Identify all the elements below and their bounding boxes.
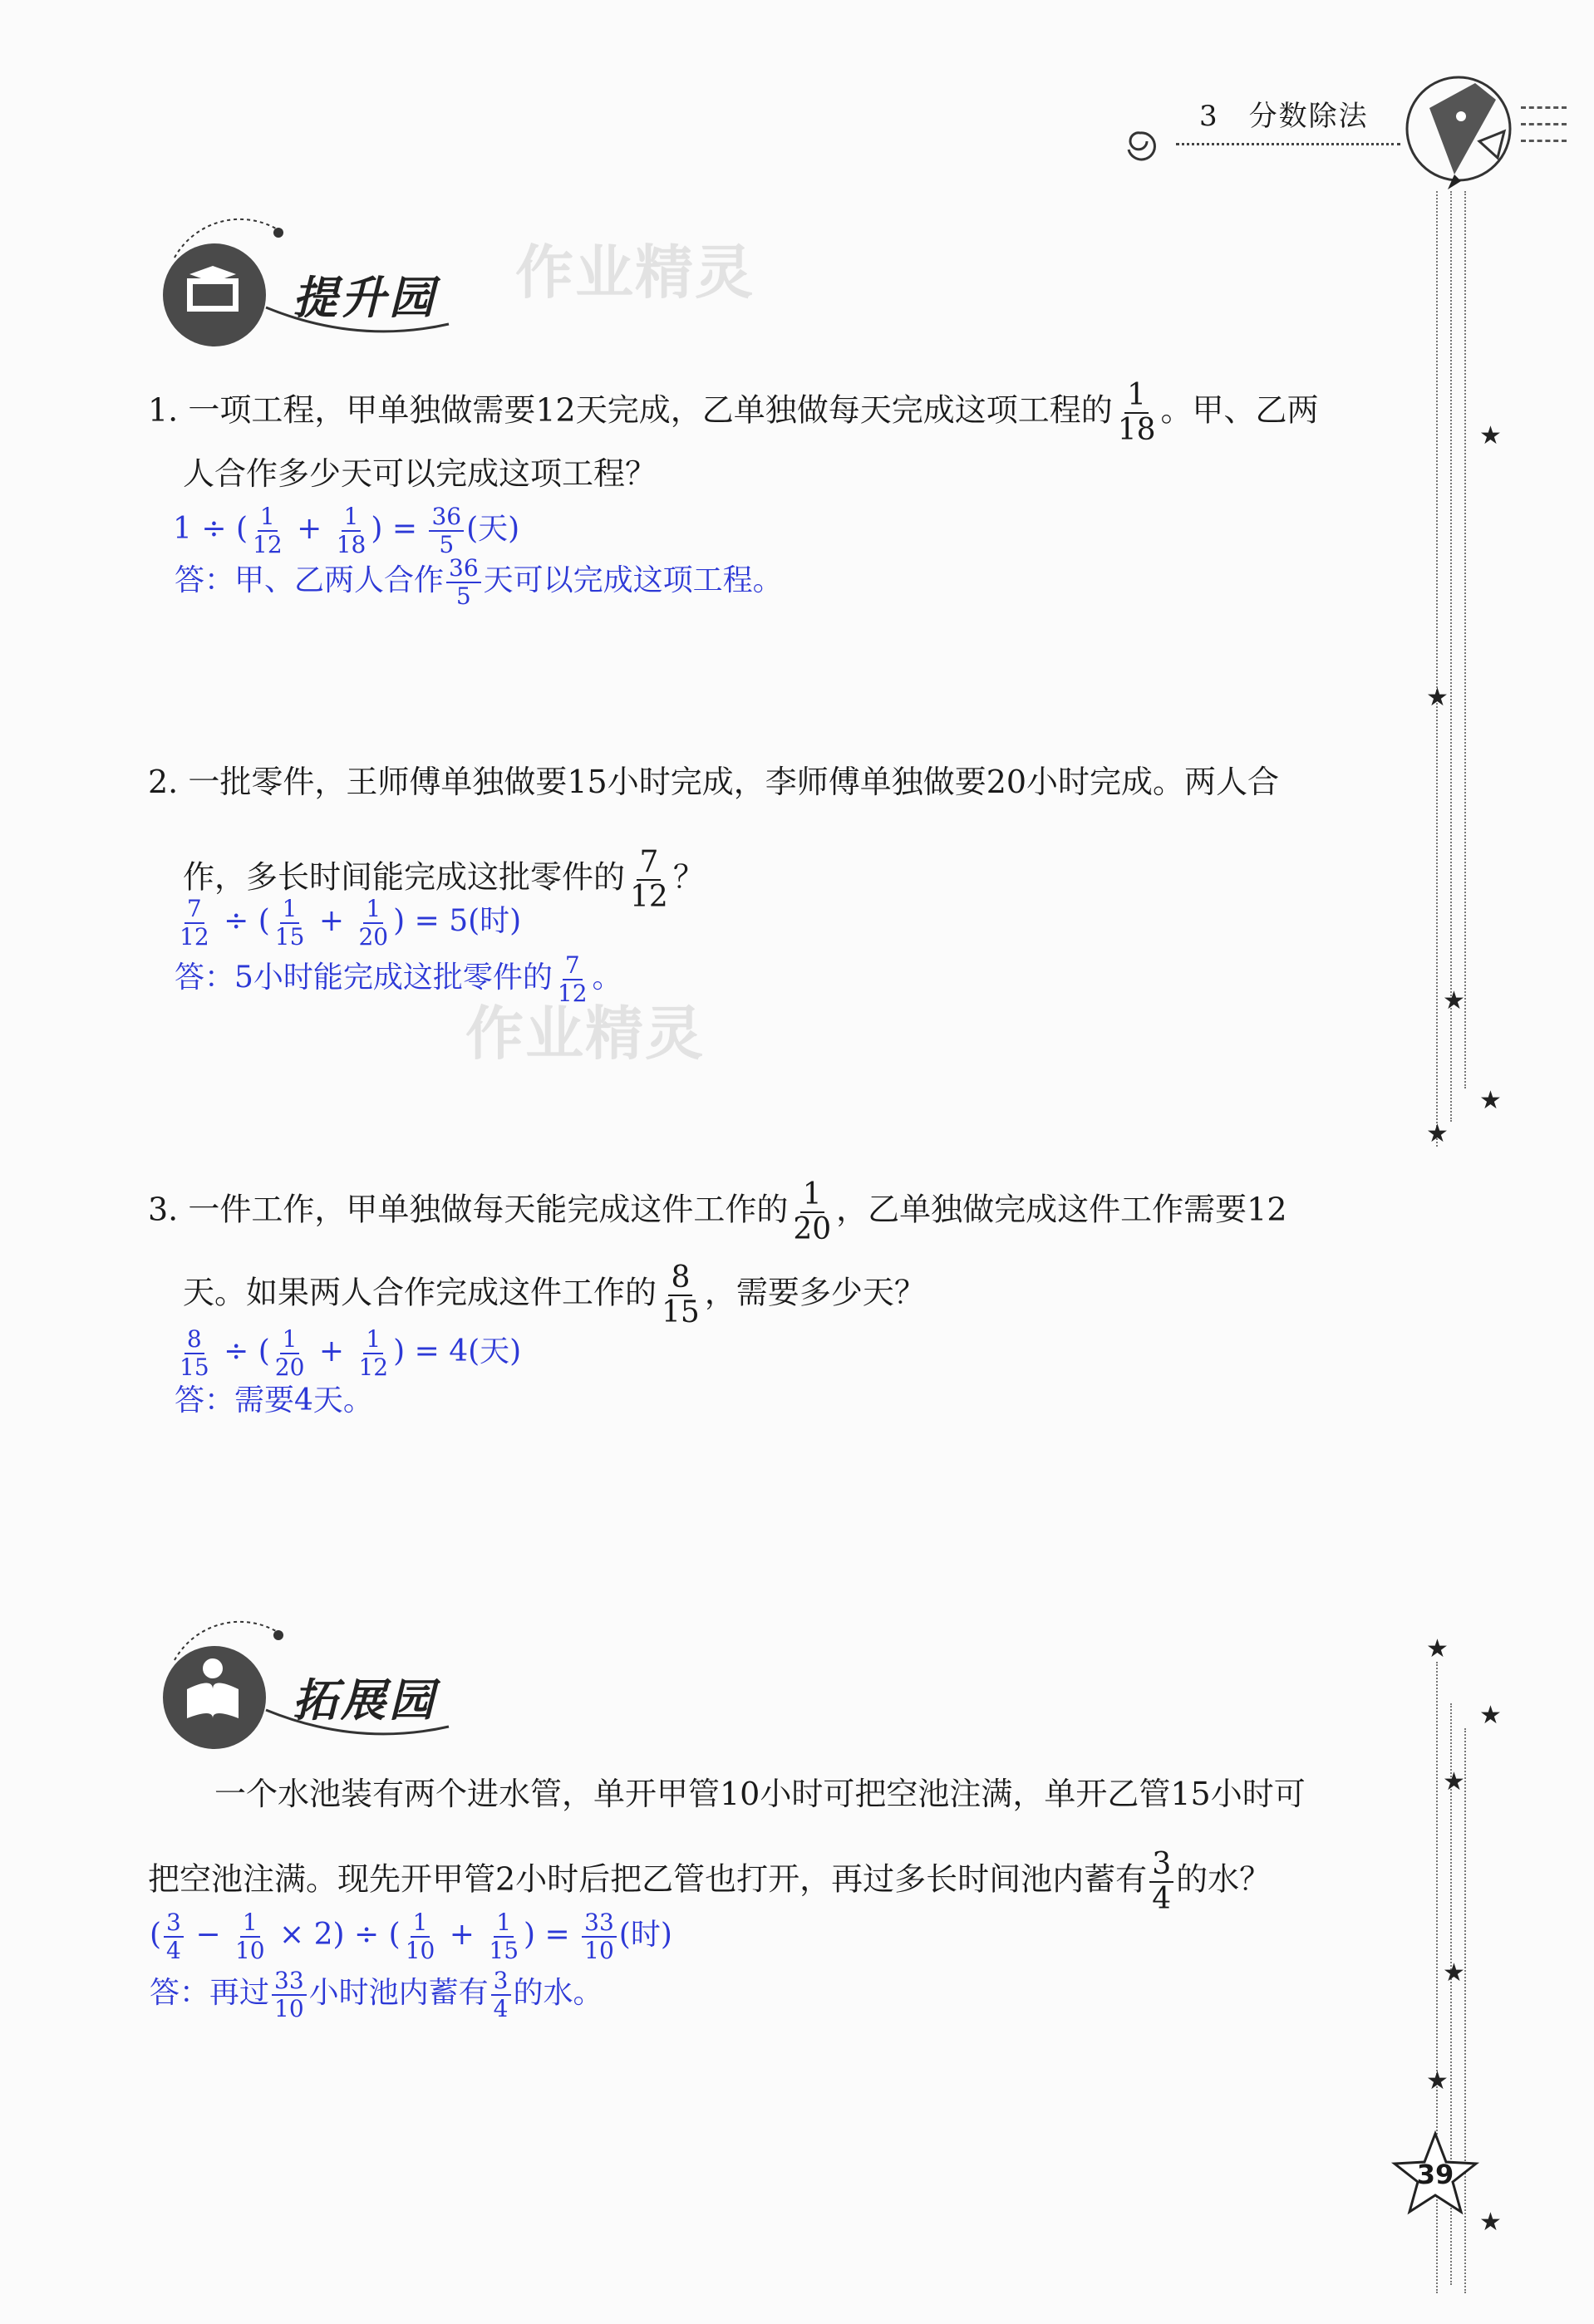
answer-equation: 1 ÷ ( $\frac{1}{12}$ + $\frac{1}{18}$ ) = $\frac{36}{5}$ (天): [173, 503, 520, 558]
header-dashed-line: [1521, 106, 1567, 109]
star-icon: ★: [1443, 986, 1465, 1015]
star-icon: ★: [1443, 1958, 1465, 1987]
pencil-mascot-icon: [1396, 50, 1521, 191]
decor-line: [1450, 191, 1452, 1122]
star-icon: ★: [1479, 421, 1502, 450]
question-line: 1. 一项工程，甲单独做需要12天完成，乙单独做每天完成这项工程的 $\frac{1}{18}$ 。甲、乙两: [148, 378, 1319, 447]
header-dotted-line: [1176, 143, 1400, 145]
question-line: 2. 一批零件，王师傅单独做要15小时完成，李师傅单独做要20小时完成。两人合: [148, 764, 1280, 800]
answer-statement: 答：甲、乙两人合作 $\frac{36}{5}$ 天可以完成这项工程。: [175, 554, 783, 610]
answer-statement: 答：5小时能完成这批零件的 $\frac{7}{12}$ 。: [175, 951, 622, 1007]
star-icon: ★: [1479, 1086, 1502, 1115]
answer-equation: $\frac{7}{12}$ ÷ ( $\frac{1}{15}$ + $\frac{1}{20}$ ) = 5(时): [180, 895, 522, 951]
chapter-title: 3 分数除法: [1199, 100, 1369, 133]
answer-statement: 答：再过 $\frac{33}{10}$ 小时池内蓄有 $\frac{3}{4}$ 的水。: [150, 1967, 603, 2022]
answer-statement: 答：需要4天。: [175, 1383, 373, 1417]
decor-line: [1436, 191, 1438, 1147]
section-title: 提升园: [293, 271, 437, 324]
question-line: 把空池注满。现先开甲管2小时后把乙管也打开，再过多长时间池内蓄有 $\frac{3}{4}$ 的水？: [148, 1847, 1272, 1916]
question-line: 天。如果两人合作完成这件工作的 $\frac{8}{15}$ ，需要多少天？: [183, 1260, 926, 1329]
header-dashed-line: [1521, 140, 1567, 142]
star-icon: ★: [1479, 2208, 1502, 2237]
question-line: 作，多长时间能完成这批零件的 $\frac{7}{12}$ ？: [183, 845, 705, 914]
star-icon: ★: [1426, 683, 1449, 712]
page-number: 39: [1416, 2159, 1454, 2190]
star-icon: ★: [1426, 1634, 1449, 1663]
star-icon: ★: [1426, 2066, 1449, 2096]
answer-equation: $\frac{8}{15}$ ÷ ( $\frac{1}{20}$ + $\frac{1}{12}$ ) = 4(天): [180, 1325, 522, 1381]
fraction: $\frac{1}{18}$: [1117, 378, 1156, 447]
question-line: 一个水池装有两个进水管，单开甲管10小时可把空池注满，单开乙管15小时可: [214, 1776, 1306, 1812]
watermark: 作业精灵: [465, 1000, 705, 1068]
question-line: 人合作多少天可以完成这项工程？: [183, 455, 657, 492]
swirl-ornament: [1114, 116, 1180, 166]
question-line: 3. 一件工作，甲单独做每天能完成这件工作的 $\frac{1}{20}$ ，乙单独做完成这件工作需要12: [148, 1177, 1287, 1246]
star-icon: ★: [1479, 1701, 1502, 1730]
header-dashed-line: [1521, 123, 1567, 125]
section-title: 拓展园: [293, 1673, 437, 1727]
star-icon: ★: [1426, 1119, 1449, 1148]
watermark: 作业精灵: [515, 238, 755, 307]
decor-line: [1464, 191, 1466, 1088]
star-icon: ★: [1443, 1767, 1465, 1796]
answer-equation: ( $\frac{3}{4}$ − $\frac{1}{10}$ × 2) ÷ ( $\frac{1}{10}$ + $\frac{1}{15}$ ) = $\frac{33}{10}$ (时): [150, 1909, 672, 1964]
